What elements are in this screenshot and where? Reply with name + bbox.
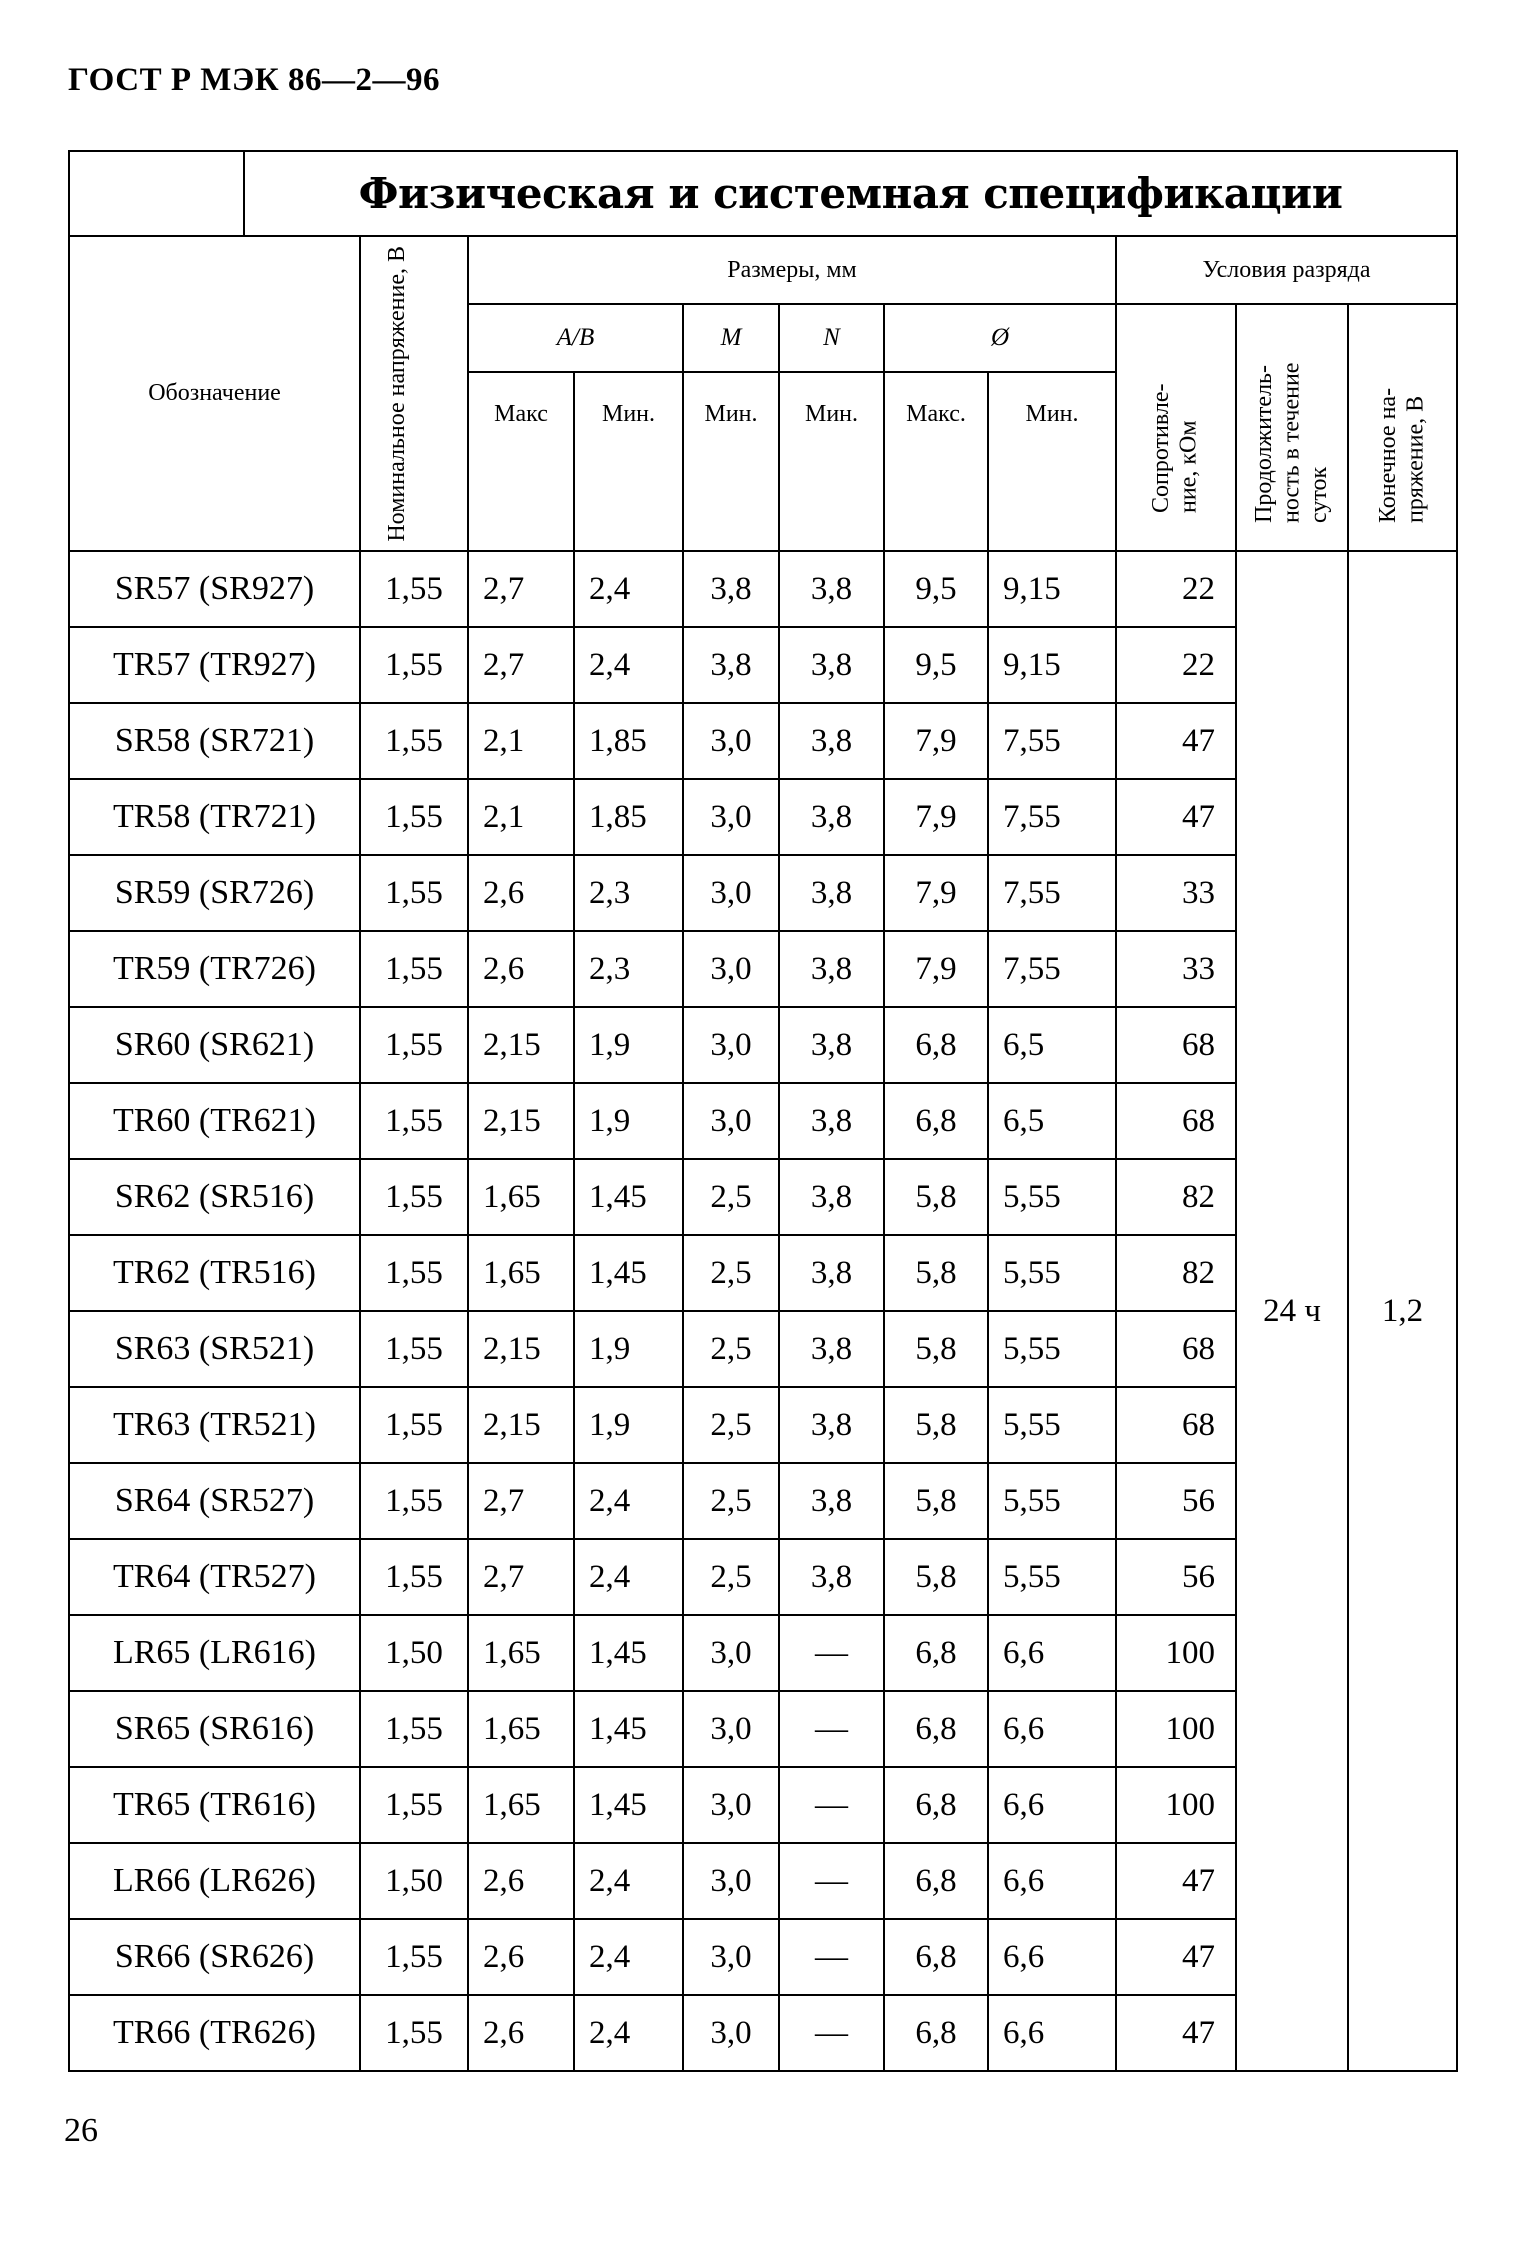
cell-designation: TR60 (TR621) xyxy=(69,1083,360,1159)
cell-d-max: 6,8 xyxy=(884,1767,988,1843)
header-n-min: Мин. xyxy=(779,372,884,551)
cell-resistance: 22 xyxy=(1116,627,1236,703)
cell-n-min: — xyxy=(779,1615,884,1691)
cell-ab-max: 2,7 xyxy=(468,551,574,627)
header-duration xyxy=(1236,304,1348,551)
cell-d-max: 7,9 xyxy=(884,931,988,1007)
cell-nominal-voltage: 1,50 xyxy=(360,1843,468,1919)
cell-designation: LR65 (LR616) xyxy=(69,1615,360,1691)
cell-resistance: 68 xyxy=(1116,1083,1236,1159)
cell-ab-max: 2,6 xyxy=(468,1843,574,1919)
cell-n-min: 3,8 xyxy=(779,1463,884,1539)
cell-n-min: — xyxy=(779,1691,884,1767)
page-number: 26 xyxy=(64,2112,98,2149)
cell-resistance: 82 xyxy=(1116,1159,1236,1235)
header-diameter: Ø xyxy=(884,304,1116,372)
cell-n-min: 3,8 xyxy=(779,1007,884,1083)
cell-ab-max: 2,1 xyxy=(468,703,574,779)
cell-ab-min: 2,4 xyxy=(574,627,683,703)
cell-ab-min: 2,4 xyxy=(574,1843,683,1919)
cell-m-min: 3,0 xyxy=(683,1767,779,1843)
cell-d-min: 5,55 xyxy=(988,1539,1116,1615)
cell-designation: TR64 (TR527) xyxy=(69,1539,360,1615)
table-title: Физическая и системная спецификации xyxy=(244,151,1457,236)
cell-ab-min: 2,4 xyxy=(574,1539,683,1615)
cell-nominal-voltage: 1,55 xyxy=(360,1995,468,2071)
cell-d-min: 7,55 xyxy=(988,855,1116,931)
cell-d-max: 6,8 xyxy=(884,1691,988,1767)
header-duration-text: Продолжитель-ность в течение суток xyxy=(1250,362,1332,523)
cell-nominal-voltage: 1,55 xyxy=(360,1539,468,1615)
header-d-min: Мин. xyxy=(988,372,1116,551)
specification-table xyxy=(68,150,1458,2072)
cell-d-min: 6,6 xyxy=(988,1615,1116,1691)
header-dimensions: Размеры, мм xyxy=(468,236,1116,304)
cell-nominal-voltage: 1,55 xyxy=(360,1007,468,1083)
cell-designation: SR59 (SR726) xyxy=(69,855,360,931)
header-discharge-conditions: Условия разряда xyxy=(1116,236,1457,304)
cell-n-min: 3,8 xyxy=(779,627,884,703)
cell-m-min: 3,8 xyxy=(683,551,779,627)
cell-ab-max: 2,15 xyxy=(468,1083,574,1159)
cell-d-max: 9,5 xyxy=(884,551,988,627)
cell-m-min: 3,0 xyxy=(683,1691,779,1767)
header-row-1 xyxy=(69,236,1457,304)
cell-m-min: 3,0 xyxy=(683,1843,779,1919)
cell-m-min: 2,5 xyxy=(683,1311,779,1387)
cell-ab-min: 1,45 xyxy=(574,1235,683,1311)
cell-d-min: 5,55 xyxy=(988,1463,1116,1539)
cell-ab-max: 2,15 xyxy=(468,1387,574,1463)
cell-resistance: 22 xyxy=(1116,551,1236,627)
cell-m-min: 3,0 xyxy=(683,779,779,855)
cell-d-max: 5,8 xyxy=(884,1539,988,1615)
cell-d-max: 7,9 xyxy=(884,779,988,855)
cell-resistance: 33 xyxy=(1116,931,1236,1007)
cell-ab-max: 2,15 xyxy=(468,1311,574,1387)
cell-m-min: 3,0 xyxy=(683,1007,779,1083)
cell-nominal-voltage: 1,55 xyxy=(360,1083,468,1159)
cell-d-min: 5,55 xyxy=(988,1235,1116,1311)
cell-d-max: 6,8 xyxy=(884,1919,988,1995)
cell-d-min: 9,15 xyxy=(988,551,1116,627)
cell-d-max: 6,8 xyxy=(884,1007,988,1083)
cell-ab-min: 1,45 xyxy=(574,1615,683,1691)
header-ab: А/В xyxy=(468,304,683,372)
cell-n-min: 3,8 xyxy=(779,1159,884,1235)
cell-d-min: 6,6 xyxy=(988,1919,1116,1995)
cell-n-min: 3,8 xyxy=(779,1387,884,1463)
cell-resistance: 47 xyxy=(1116,779,1236,855)
cell-ab-max: 2,6 xyxy=(468,1995,574,2071)
cell-d-min: 6,6 xyxy=(988,1767,1116,1843)
cell-n-min: 3,8 xyxy=(779,931,884,1007)
cell-designation: TR66 (TR626) xyxy=(69,1995,360,2071)
cell-resistance: 68 xyxy=(1116,1387,1236,1463)
cell-designation: TR58 (TR721) xyxy=(69,779,360,855)
cell-ab-max: 2,6 xyxy=(468,855,574,931)
cell-ab-max: 2,7 xyxy=(468,627,574,703)
cell-nominal-voltage: 1,55 xyxy=(360,703,468,779)
cell-designation: TR63 (TR521) xyxy=(69,1387,360,1463)
cell-ab-max: 2,15 xyxy=(468,1007,574,1083)
cell-m-min: 2,5 xyxy=(683,1387,779,1463)
table-corner-cell xyxy=(69,151,244,236)
cell-resistance: 68 xyxy=(1116,1007,1236,1083)
cell-nominal-voltage: 1,55 xyxy=(360,1463,468,1539)
cell-d-max: 9,5 xyxy=(884,627,988,703)
header-designation: Обозначение xyxy=(69,236,360,551)
cell-resistance: 100 xyxy=(1116,1615,1236,1691)
cell-ab-max: 2,6 xyxy=(468,931,574,1007)
cell-n-min: 3,8 xyxy=(779,779,884,855)
cell-ab-min: 2,3 xyxy=(574,931,683,1007)
cell-d-max: 5,8 xyxy=(884,1311,988,1387)
cell-ab-min: 2,4 xyxy=(574,1919,683,1995)
cell-n-min: 3,8 xyxy=(779,1083,884,1159)
cell-resistance: 47 xyxy=(1116,1995,1236,2071)
cell-n-min: 3,8 xyxy=(779,703,884,779)
cell-resistance: 33 xyxy=(1116,855,1236,931)
cell-nominal-voltage: 1,55 xyxy=(360,931,468,1007)
cell-n-min: 3,8 xyxy=(779,551,884,627)
cell-designation: TR57 (TR927) xyxy=(69,627,360,703)
cell-n-min: — xyxy=(779,1995,884,2071)
cell-d-max: 5,8 xyxy=(884,1463,988,1539)
cell-ab-max: 1,65 xyxy=(468,1615,574,1691)
cell-resistance: 100 xyxy=(1116,1767,1236,1843)
cell-m-min: 3,0 xyxy=(683,1919,779,1995)
cell-n-min: — xyxy=(779,1843,884,1919)
cell-n-min: 3,8 xyxy=(779,1539,884,1615)
header-resistance-text: Сопротивле-ние, кОм xyxy=(1148,382,1202,513)
cell-ab-min: 1,45 xyxy=(574,1159,683,1235)
cell-nominal-voltage: 1,50 xyxy=(360,1615,468,1691)
cell-ab-min: 1,9 xyxy=(574,1387,683,1463)
cell-designation: SR66 (SR626) xyxy=(69,1919,360,1995)
cell-d-min: 6,5 xyxy=(988,1083,1116,1159)
cell-nominal-voltage: 1,55 xyxy=(360,627,468,703)
cell-ab-max: 1,65 xyxy=(468,1691,574,1767)
cell-d-min: 9,15 xyxy=(988,627,1116,703)
cell-nominal-voltage: 1,55 xyxy=(360,1159,468,1235)
cell-nominal-voltage: 1,55 xyxy=(360,1919,468,1995)
cell-ab-max: 1,65 xyxy=(468,1767,574,1843)
cell-ab-max: 2,1 xyxy=(468,779,574,855)
cell-d-min: 5,55 xyxy=(988,1159,1116,1235)
cell-designation: SR58 (SR721) xyxy=(69,703,360,779)
cell-ab-min: 2,4 xyxy=(574,551,683,627)
header-resistance xyxy=(1116,304,1236,551)
cell-resistance: 56 xyxy=(1116,1539,1236,1615)
cell-designation: TR62 (TR516) xyxy=(69,1235,360,1311)
cell-m-min: 2,5 xyxy=(683,1539,779,1615)
cell-designation: SR62 (SR516) xyxy=(69,1159,360,1235)
cell-duration: 24 ч xyxy=(1236,551,1348,2071)
cell-nominal-voltage: 1,55 xyxy=(360,1767,468,1843)
cell-ab-max: 2,7 xyxy=(468,1539,574,1615)
cell-ab-min: 1,9 xyxy=(574,1311,683,1387)
header-end-voltage-text: Конечное на-пряжение, В xyxy=(1374,387,1429,523)
cell-nominal-voltage: 1,55 xyxy=(360,855,468,931)
cell-nominal-voltage: 1,55 xyxy=(360,1311,468,1387)
cell-d-min: 5,55 xyxy=(988,1387,1116,1463)
cell-resistance: 68 xyxy=(1116,1311,1236,1387)
cell-designation: TR65 (TR616) xyxy=(69,1767,360,1843)
header-nominal-voltage-text: Номинальное напряжение, В xyxy=(384,245,410,542)
cell-d-min: 6,5 xyxy=(988,1007,1116,1083)
cell-ab-max: 2,7 xyxy=(468,1463,574,1539)
cell-d-min: 6,6 xyxy=(988,1691,1116,1767)
cell-d-max: 6,8 xyxy=(884,1615,988,1691)
header-d-max: Макс. xyxy=(884,372,988,551)
cell-d-max: 5,8 xyxy=(884,1387,988,1463)
cell-ab-min: 2,4 xyxy=(574,1995,683,2071)
header-end-voltage xyxy=(1348,304,1457,551)
cell-resistance: 47 xyxy=(1116,1843,1236,1919)
cell-ab-min: 1,9 xyxy=(574,1083,683,1159)
cell-designation: TR59 (TR726) xyxy=(69,931,360,1007)
cell-m-min: 3,0 xyxy=(683,1995,779,2071)
cell-resistance: 100 xyxy=(1116,1691,1236,1767)
table-row xyxy=(69,551,1457,627)
cell-d-min: 7,55 xyxy=(988,779,1116,855)
cell-ab-max: 1,65 xyxy=(468,1235,574,1311)
cell-nominal-voltage: 1,55 xyxy=(360,779,468,855)
cell-ab-min: 1,85 xyxy=(574,779,683,855)
cell-designation: SR65 (SR616) xyxy=(69,1691,360,1767)
cell-resistance: 47 xyxy=(1116,703,1236,779)
cell-n-min: — xyxy=(779,1919,884,1995)
cell-ab-min: 1,9 xyxy=(574,1007,683,1083)
cell-resistance: 47 xyxy=(1116,1919,1236,1995)
cell-resistance: 82 xyxy=(1116,1235,1236,1311)
cell-nominal-voltage: 1,55 xyxy=(360,1691,468,1767)
header-m-min: Мин. xyxy=(683,372,779,551)
cell-ab-max: 2,6 xyxy=(468,1919,574,1995)
cell-d-max: 7,9 xyxy=(884,855,988,931)
header-ab-min: Мин. xyxy=(574,372,683,551)
cell-d-max: 5,8 xyxy=(884,1235,988,1311)
cell-ab-min: 2,3 xyxy=(574,855,683,931)
cell-designation: SR57 (SR927) xyxy=(69,551,360,627)
cell-m-min: 3,0 xyxy=(683,1615,779,1691)
cell-d-min: 6,6 xyxy=(988,1995,1116,2071)
cell-m-min: 3,0 xyxy=(683,703,779,779)
cell-n-min: 3,8 xyxy=(779,855,884,931)
table-title-row xyxy=(69,151,1457,236)
cell-resistance: 56 xyxy=(1116,1463,1236,1539)
document-title: ГОСТ Р МЭК 86—2—96 xyxy=(68,62,440,98)
cell-m-min: 2,5 xyxy=(683,1159,779,1235)
cell-m-min: 3,0 xyxy=(683,855,779,931)
cell-d-max: 5,8 xyxy=(884,1159,988,1235)
cell-d-min: 6,6 xyxy=(988,1843,1116,1919)
cell-nominal-voltage: 1,55 xyxy=(360,1235,468,1311)
cell-nominal-voltage: 1,55 xyxy=(360,1387,468,1463)
cell-n-min: 3,8 xyxy=(779,1311,884,1387)
cell-end-voltage: 1,2 xyxy=(1348,551,1457,2071)
cell-m-min: 2,5 xyxy=(683,1463,779,1539)
cell-ab-min: 1,45 xyxy=(574,1691,683,1767)
cell-d-max: 7,9 xyxy=(884,703,988,779)
cell-d-min: 7,55 xyxy=(988,703,1116,779)
cell-d-max: 6,8 xyxy=(884,1843,988,1919)
cell-ab-min: 2,4 xyxy=(574,1463,683,1539)
cell-ab-min: 1,85 xyxy=(574,703,683,779)
cell-nominal-voltage: 1,55 xyxy=(360,551,468,627)
cell-m-min: 3,8 xyxy=(683,627,779,703)
cell-designation: SR60 (SR621) xyxy=(69,1007,360,1083)
cell-ab-max: 1,65 xyxy=(468,1159,574,1235)
header-nominal-voltage xyxy=(360,236,468,551)
cell-ab-min: 1,45 xyxy=(574,1767,683,1843)
cell-n-min: 3,8 xyxy=(779,1235,884,1311)
cell-d-min: 7,55 xyxy=(988,931,1116,1007)
header-m: М xyxy=(683,304,779,372)
cell-m-min: 3,0 xyxy=(683,1083,779,1159)
cell-designation: SR64 (SR527) xyxy=(69,1463,360,1539)
header-ab-max: Макс xyxy=(468,372,574,551)
cell-m-min: 2,5 xyxy=(683,1235,779,1311)
cell-n-min: — xyxy=(779,1767,884,1843)
cell-m-min: 3,0 xyxy=(683,931,779,1007)
cell-d-max: 6,8 xyxy=(884,1995,988,2071)
header-n: N xyxy=(779,304,884,372)
cell-d-max: 6,8 xyxy=(884,1083,988,1159)
cell-designation: SR63 (SR521) xyxy=(69,1311,360,1387)
cell-designation: LR66 (LR626) xyxy=(69,1843,360,1919)
cell-d-min: 5,55 xyxy=(988,1311,1116,1387)
